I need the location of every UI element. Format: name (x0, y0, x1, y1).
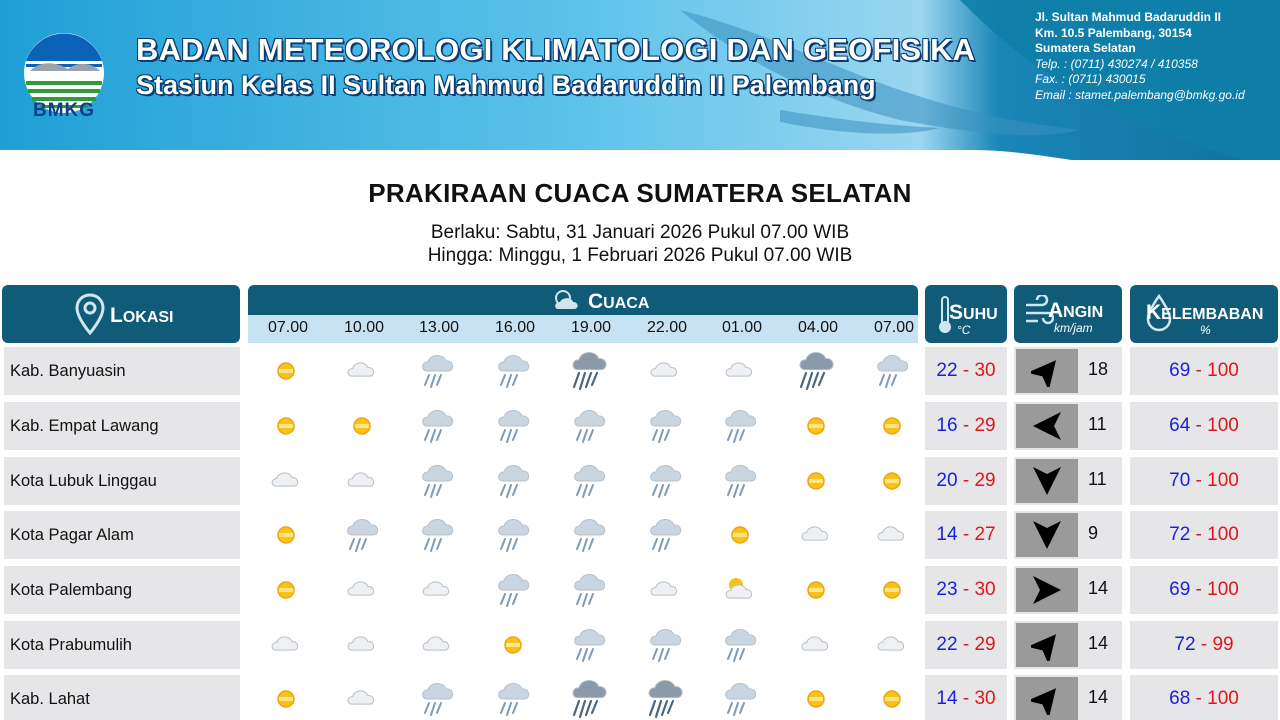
rain-icon (551, 511, 627, 559)
humidity-max: 100 (1207, 688, 1239, 709)
telephone: Telp. : (0711) 430274 / 410358 (1035, 56, 1198, 71)
temp-min: 14 (936, 524, 958, 545)
humidity-min: 72 (1169, 524, 1191, 545)
sun-icon (778, 457, 854, 505)
arrow-northeast-icon (1016, 349, 1078, 393)
rain-icon (399, 457, 475, 505)
temp-min: 22 (936, 360, 958, 381)
humidity-range (1130, 457, 1278, 505)
time-label: 07.00 (873, 319, 915, 336)
range-dash: - (1190, 688, 1208, 709)
suhu-unit: °C (957, 323, 971, 337)
range-dash: - (957, 360, 975, 381)
rain-icon (475, 566, 551, 614)
cloud-icon (778, 621, 854, 669)
humidity-max: 100 (1207, 470, 1239, 491)
rain-icon (702, 402, 778, 450)
sun-icon (778, 402, 854, 450)
arrow-west-icon (1016, 404, 1078, 448)
lokasi-label: LOKASI (110, 304, 174, 327)
time-label: 10.00 (343, 319, 385, 336)
arrow-northeast-icon (1016, 623, 1078, 667)
page-title: PRAKIRAAN CUACA SUMATERA SELATAN (368, 178, 912, 208)
temp-min: 23 (936, 579, 958, 600)
temperature-range (925, 566, 1007, 614)
heavy-rain-icon (551, 675, 627, 720)
location-pin-icon (74, 293, 106, 335)
rain-icon (551, 457, 627, 505)
rain-icon (702, 457, 778, 505)
cuaca-label: CUACA (588, 290, 650, 313)
logo-text: BMKG (32, 100, 96, 121)
rain-icon (627, 457, 703, 505)
humidity-range (1130, 675, 1278, 720)
column-header-cuaca (248, 285, 918, 315)
temp-min: 22 (936, 634, 958, 655)
cloud-icon (248, 457, 324, 505)
sun-icon (248, 675, 324, 720)
sun-icon (778, 675, 854, 720)
wind-speed: 14 (1088, 578, 1109, 598)
location-name: Kota Lubuk Linggau (4, 457, 240, 505)
cloud-icon (248, 621, 324, 669)
humidity-max: 99 (1212, 634, 1234, 655)
temp-max: 29 (974, 415, 996, 436)
humidity-max: 100 (1207, 579, 1239, 600)
time-label: 13.00 (418, 319, 460, 336)
kelembaban-unit: % (1200, 323, 1211, 337)
rain-icon (324, 511, 400, 559)
wind-cell (1014, 457, 1122, 505)
time-label: 04.00 (797, 319, 839, 336)
cloud-icon (324, 675, 400, 720)
humidity-min: 69 (1169, 579, 1191, 600)
temperature-range (925, 402, 1007, 450)
agency-name: BADAN METEOROLOGI KLIMATOLOGI DAN GEOFISIKA (136, 32, 976, 67)
column-header-kelembaban (1130, 285, 1278, 343)
humidity-range (1130, 511, 1278, 559)
cloud-icon (778, 511, 854, 559)
temperature-range (925, 675, 1007, 720)
table-row (0, 402, 1280, 450)
cloud-icon (324, 347, 400, 395)
angin-label: ANGIN (1048, 299, 1104, 322)
arrow-south-icon (1016, 459, 1078, 503)
rain-icon (399, 675, 475, 720)
location-name: Kota Pagar Alam (4, 511, 240, 559)
station-name: Stasiun Kelas II Sultan Mahmud Badaruddin II Palembang (136, 70, 876, 100)
time-header-row (248, 315, 918, 343)
rain-icon (627, 511, 703, 559)
heavy-rain-icon (627, 675, 703, 720)
address-line-2: Km. 10.5 Palembang, 30154 (1035, 25, 1192, 40)
sun-icon (854, 402, 930, 450)
temp-min: 20 (936, 470, 958, 491)
rain-icon (702, 675, 778, 720)
sun-icon (778, 566, 854, 614)
wind-cell (1014, 621, 1122, 669)
rain-icon (854, 347, 930, 395)
rain-icon (475, 675, 551, 720)
temperature-range (925, 511, 1007, 559)
table-row (0, 621, 1280, 669)
range-dash: - (957, 470, 975, 491)
weather-icon (550, 287, 582, 313)
cloud-icon (627, 347, 703, 395)
sun-icon (475, 621, 551, 669)
humidity-range (1130, 621, 1278, 669)
temp-max: 29 (974, 470, 996, 491)
wind-speed: 18 (1088, 359, 1109, 379)
location-name: Kota Prabumulih (4, 621, 240, 669)
wind-cell (1014, 511, 1122, 559)
cloud-icon (627, 566, 703, 614)
header-banner (0, 0, 1280, 160)
rain-icon (399, 347, 475, 395)
sun-icon (248, 402, 324, 450)
range-dash: - (957, 415, 975, 436)
time-label: 19.00 (570, 319, 612, 336)
cloud-icon (702, 347, 778, 395)
rain-icon (399, 511, 475, 559)
cloud-icon (854, 511, 930, 559)
range-dash: - (957, 579, 975, 600)
humidity-min: 68 (1169, 688, 1191, 709)
humidity-max: 100 (1207, 360, 1239, 381)
wind-cell (1014, 347, 1122, 395)
angin-unit: km/jam (1054, 321, 1093, 335)
sun-icon (248, 566, 324, 614)
temp-max: 27 (974, 524, 996, 545)
cloud-icon (324, 566, 400, 614)
cloud-icon (324, 621, 400, 669)
time-label: 01.00 (721, 319, 763, 336)
table-row (0, 457, 1280, 505)
location-name: Kab. Banyuasin (4, 347, 240, 395)
range-dash: - (1190, 579, 1208, 600)
rain-icon (475, 402, 551, 450)
rain-icon (551, 566, 627, 614)
range-dash: - (957, 688, 975, 709)
humidity-min: 72 (1174, 634, 1196, 655)
temperature-range (925, 347, 1007, 395)
humidity-range (1130, 566, 1278, 614)
humidity-max: 100 (1207, 524, 1239, 545)
sun-icon (854, 457, 930, 505)
table-row (0, 566, 1280, 614)
cloud-icon (399, 566, 475, 614)
sun-icon (702, 511, 778, 559)
time-label: 07.00 (267, 319, 309, 336)
humidity-min: 69 (1169, 360, 1191, 381)
range-dash: - (1190, 524, 1208, 545)
rain-icon (475, 347, 551, 395)
humidity-max: 100 (1207, 415, 1239, 436)
valid-from: Berlaku: Sabtu, 31 Januari 2026 Pukul 07.00 WIB (430, 222, 850, 243)
rain-icon (627, 621, 703, 669)
temp-max: 30 (974, 688, 996, 709)
sun-icon (248, 347, 324, 395)
time-label: 16.00 (494, 319, 536, 336)
valid-to: Hingga: Minggu, 1 Februari 2026 Pukul 07.00 WIB (427, 245, 853, 266)
wind-speed: 11 (1088, 414, 1107, 434)
wind-cell (1014, 402, 1122, 450)
rain-icon (551, 621, 627, 669)
sun-icon (854, 566, 930, 614)
rain-icon (475, 457, 551, 505)
location-name: Kota Palembang (4, 566, 240, 614)
sun-icon (248, 511, 324, 559)
temperature-range (925, 457, 1007, 505)
humidity-min: 64 (1169, 415, 1191, 436)
address-line-3: Sumatera Selatan (1035, 41, 1136, 55)
cloud-icon (399, 621, 475, 669)
location-name: Kab. Lahat (4, 675, 240, 720)
rain-icon (475, 511, 551, 559)
temp-max: 29 (974, 634, 996, 655)
column-header-angin (1014, 285, 1122, 343)
temp-min: 14 (936, 688, 958, 709)
wind-speed: 14 (1088, 687, 1109, 707)
sun-icon (854, 675, 930, 720)
address-line-1: Jl. Sultan Mahmud Badaruddin II (1035, 10, 1222, 24)
range-dash: - (957, 524, 975, 545)
email: Email : stamet.palembang@bmkg.go.id (1035, 87, 1245, 102)
suhu-label: SUHU (949, 301, 998, 324)
rain-icon (627, 402, 703, 450)
arrow-east-icon (1016, 568, 1078, 612)
temperature-range (925, 621, 1007, 669)
humidity-range (1130, 402, 1278, 450)
sun-cloud-icon (702, 566, 778, 614)
sun-icon (324, 402, 400, 450)
time-label: 22.00 (646, 319, 688, 336)
arrow-northeast-icon (1016, 677, 1078, 720)
fax: Fax. : (0711) 430015 (1035, 72, 1146, 86)
temp-max: 30 (974, 360, 996, 381)
heavy-rain-icon (778, 347, 854, 395)
column-header-lokasi (2, 285, 240, 343)
wind-cell (1014, 566, 1122, 614)
humidity-min: 70 (1169, 470, 1191, 491)
heavy-rain-icon (551, 347, 627, 395)
range-dash: - (1195, 634, 1213, 655)
range-dash: - (1190, 470, 1208, 491)
contact-info (1035, 10, 1245, 103)
rain-icon (399, 402, 475, 450)
rain-icon (702, 621, 778, 669)
temp-min: 16 (936, 415, 958, 436)
table-row (0, 347, 1280, 395)
range-dash: - (1190, 360, 1208, 381)
kelembaban-label: KELEMBABAN (1146, 301, 1264, 324)
wind-speed: 14 (1088, 633, 1109, 653)
wind-speed: 11 (1088, 469, 1107, 489)
wind-cell (1014, 675, 1122, 720)
range-dash: - (1190, 415, 1208, 436)
table-row (0, 511, 1280, 559)
range-dash: - (957, 634, 975, 655)
temp-max: 30 (974, 579, 996, 600)
arrow-south-icon (1016, 513, 1078, 557)
cloud-icon (324, 457, 400, 505)
wind-speed: 9 (1088, 523, 1099, 543)
cloud-icon (854, 621, 930, 669)
humidity-range (1130, 347, 1278, 395)
rain-icon (551, 402, 627, 450)
column-header-suhu (925, 285, 1007, 343)
table-row (0, 675, 1280, 720)
location-name: Kab. Empat Lawang (4, 402, 240, 450)
